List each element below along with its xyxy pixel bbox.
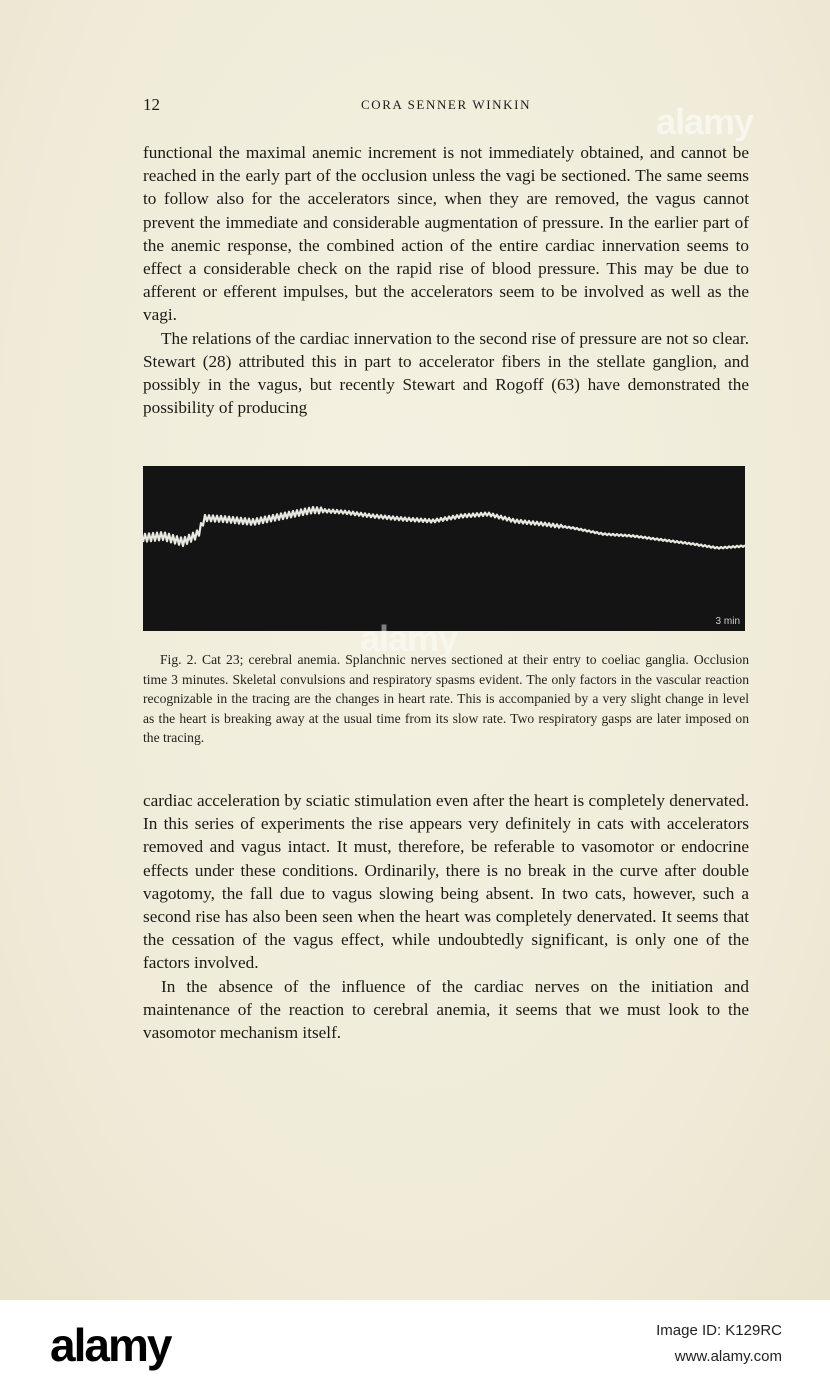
- paragraph: In the absence of the influence of the cardiac nerves on the initiation and maintenance of the reaction to cerebral anemia, it seems that we must look to the vasomotor mechanism itself.: [143, 976, 749, 1043]
- running-title: CORA SENNER WINKIN: [360, 97, 532, 112]
- page-number: 12: [143, 95, 160, 114]
- tracing-svg: [143, 466, 745, 631]
- paragraph: cardiac acceleration by sciatic stimulation even after the heart is completely denervated. In this series of experiments the rise appears very definitely in cats with accelerators removed and vagus intact. It must, therefore, be referable to vasomotor or endocrine effects under these conditions. Ordinarily, there is no break in the curve after double vagotomy, the fall due to vagus slowing being absent. In two cats, however, such a second rise has also been seen when the heart was completely denervated. It seems that the cessation of the vagus effect, while undoubtedly significant, is only one of the factors involved.: [143, 791, 749, 973]
- body-text-bottom: [143, 789, 749, 1044]
- figure-kymograph-tracing: [143, 466, 745, 631]
- image-id-label: Image ID: K129RC: [656, 1322, 782, 1339]
- time-mark-label: 3 min: [715, 616, 740, 627]
- stock-footer-bar: [0, 1300, 830, 1390]
- alamy-watermark: alamy: [656, 101, 754, 142]
- alamy-watermark-figure: alamy: [360, 618, 458, 659]
- body-text-top: [143, 141, 749, 419]
- paragraph: The relations of the cardiac innervation to the second rise of pressure are not so clear. Stewart (28) attributed this in part to accelerator fibers in the stellate ganglion, and possibly in the vagus, but recently Stewart and Rogoff (63) have demonstrated the possibility of producing: [143, 328, 749, 418]
- site-url-label: www.alamy.com: [674, 1348, 782, 1365]
- pressure-trace-line: [143, 507, 745, 549]
- caption-text: Fig. 2. Cat 23; cerebral anemia. Splanchnic nerves sectioned at their entry to coeliac ganglia. Occlusion time 3 minutes. Skeletal convulsions and respiratory spasms evident. The only factors in the vascular reaction recognizable in the tracing are the changes in heart rate. This is accompanied by a very slight change in level as the heart is breaking away at the usual time from its slow rate. Two respiratory gasps are later imposed on the tracing.: [143, 652, 749, 745]
- figure-caption: [143, 650, 749, 748]
- alamy-logo: alamy: [50, 1319, 171, 1371]
- paragraph: functional the maximal anemic increment is not immediately obtained, and cannot be reached in the early part of the occlusion unless the vagi be sectioned. The same seems to follow also for the accelerators since, when they are removed, the vagus cannot prevent the immediate and considerable augmentation of pressure. In the earlier part of the anemic response, the combined action of the entire cardiac innervation seems to effect a considerable check on the rapid rise of blood pressure. This may be due to afferent or efferent impulses, but the accelerators seem to be involved as well as the vagi.: [143, 143, 749, 325]
